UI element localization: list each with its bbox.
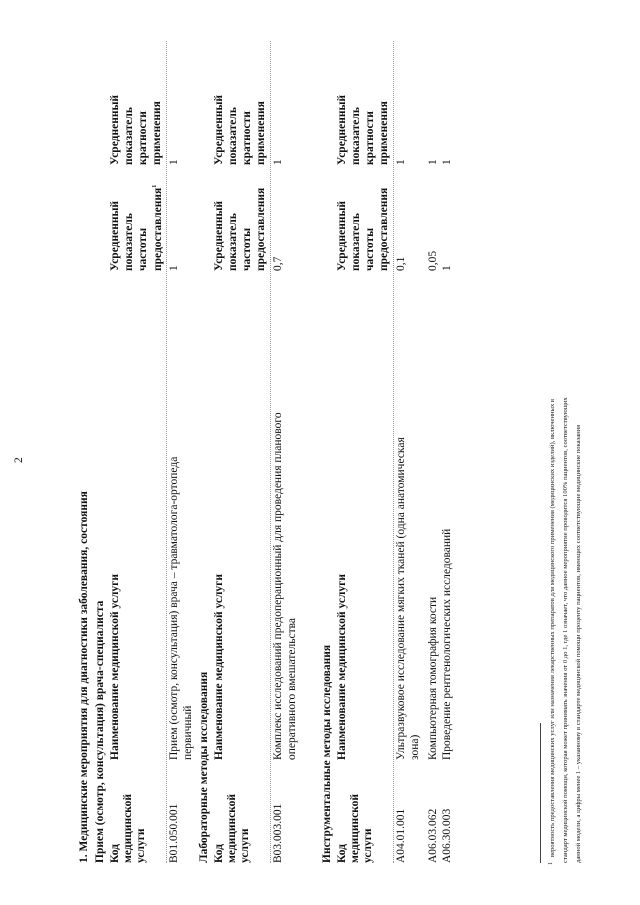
service-name: Прием (осмотр, консультация) врача – травматолога-ортопеда — [168, 456, 180, 760]
service-name: Проведение рентгенологических исследований — [441, 528, 453, 760]
footnote-separator — [540, 723, 541, 863]
col-freq-header: показатель — [227, 213, 239, 271]
col-freq-header: предоставления — [378, 187, 390, 271]
col-freq-header: показатель — [350, 213, 362, 271]
multiplicity-value: 1 — [272, 159, 284, 165]
frequency-value: 0,7 — [272, 256, 284, 271]
row-divider — [166, 41, 167, 863]
col-code-header: медицинской — [226, 793, 238, 863]
col-mult-header: кратности — [241, 111, 253, 165]
frequency-value: 1 — [168, 265, 180, 271]
footnote-marker: 1 — [548, 862, 554, 865]
multiplicity-value: 1 — [168, 159, 180, 165]
col-mult-header: показатель — [350, 107, 362, 165]
col-freq-header: показатель — [123, 213, 135, 271]
page-number: 2 — [13, 457, 25, 463]
service-code: B03.003.001 — [272, 803, 284, 863]
service-name: Комплекс исследований предоперационный для проведения планового — [272, 412, 284, 760]
col-mult-header: кратности — [137, 111, 149, 165]
col-mult-header: показатель — [227, 107, 239, 165]
service-name: Ультразвуковое исследование мягких тканей (одна анатомическая — [395, 437, 407, 760]
col-mult-header: Усредненный — [336, 94, 348, 165]
col-freq-header: Усредненный — [213, 200, 225, 271]
multiplicity-value: 1 — [395, 159, 407, 165]
col-mult-header: Усредненный — [213, 94, 225, 165]
service-code: B01.050.001 — [168, 803, 180, 863]
col-freq-header: Усредненный — [336, 200, 348, 271]
footnote-text: данной модели, а цифры менее 1 – указанному в стандарте медицинской помощи проценту пациентов, имеющих соответствующие медицинские показания — [575, 424, 582, 863]
row-divider — [270, 41, 271, 863]
col-freq-header: частоты — [241, 227, 253, 271]
group-title-laboratory: Лабораторные методы исследования — [198, 671, 210, 863]
col-code-header: медицинской — [349, 793, 361, 863]
multiplicity-value: 1 — [441, 159, 453, 165]
col-code-header: медицинской — [122, 793, 134, 863]
col-name-header: Наименование медицинской услуги — [336, 573, 348, 760]
col-mult-header: применения — [151, 101, 163, 165]
group-title-consultation: Прием (осмотр, консультация) врача-специалиста — [94, 600, 106, 863]
col-name-header: Наименование медицинской услуги — [213, 573, 225, 760]
col-freq-header: Усредненный — [109, 200, 121, 271]
col-code-header: услуги — [239, 828, 251, 863]
col-name-header: Наименование медицинской услуги — [109, 573, 121, 760]
service-code: A06.03.062 — [427, 808, 439, 863]
service-name: оперативного вмешательства — [286, 617, 298, 760]
frequency-value: 0,05 — [427, 250, 439, 271]
col-mult-header: применения — [378, 101, 390, 165]
frequency-value: 1 — [441, 265, 453, 271]
col-freq-header: предоставления — [255, 187, 267, 271]
row-divider — [393, 41, 394, 863]
col-code-header: Код — [109, 843, 121, 863]
service-name: зона) — [409, 734, 421, 760]
service-code: A06.30.003 — [441, 808, 453, 863]
group-title-instrumental: Инструментальные методы исследования — [321, 644, 333, 863]
col-mult-header: показатель — [123, 107, 135, 165]
frequency-value: 0,1 — [395, 256, 407, 271]
col-mult-header: Усредненный — [109, 94, 121, 165]
col-freq-header: частоты — [137, 227, 149, 271]
col-mult-header: применения — [255, 101, 267, 165]
service-name: первичный — [182, 705, 194, 760]
col-code-header: Код — [336, 843, 348, 863]
footnote-text: вероятность предоставления медицинских услуг или назначения лекарственных препаратов для медицинского применения (медицинских изделий), включенных в — [549, 398, 556, 857]
service-code: A04.01.001 — [395, 808, 407, 863]
section-title: 1. Медицинские мероприятия для диагностики заболевания, состояния — [78, 491, 90, 863]
footnote-text: стандарт медицинской помощи, которая может принимать значения от 0 до 1, где 1 означает, что данное мероприятие проводится 100% пациентов, соответствующих — [562, 397, 569, 863]
multiplicity-value: 1 — [427, 159, 439, 165]
col-code-header: услуги — [135, 828, 147, 863]
col-code-header: Код — [213, 843, 225, 863]
service-name: Компьютерная томография кости — [427, 596, 439, 760]
col-freq-header: предоставления$^1$ — [151, 184, 164, 271]
col-freq-header: частоты — [364, 227, 376, 271]
col-code-header: услуги — [362, 828, 374, 863]
col-mult-header: кратности — [364, 111, 376, 165]
